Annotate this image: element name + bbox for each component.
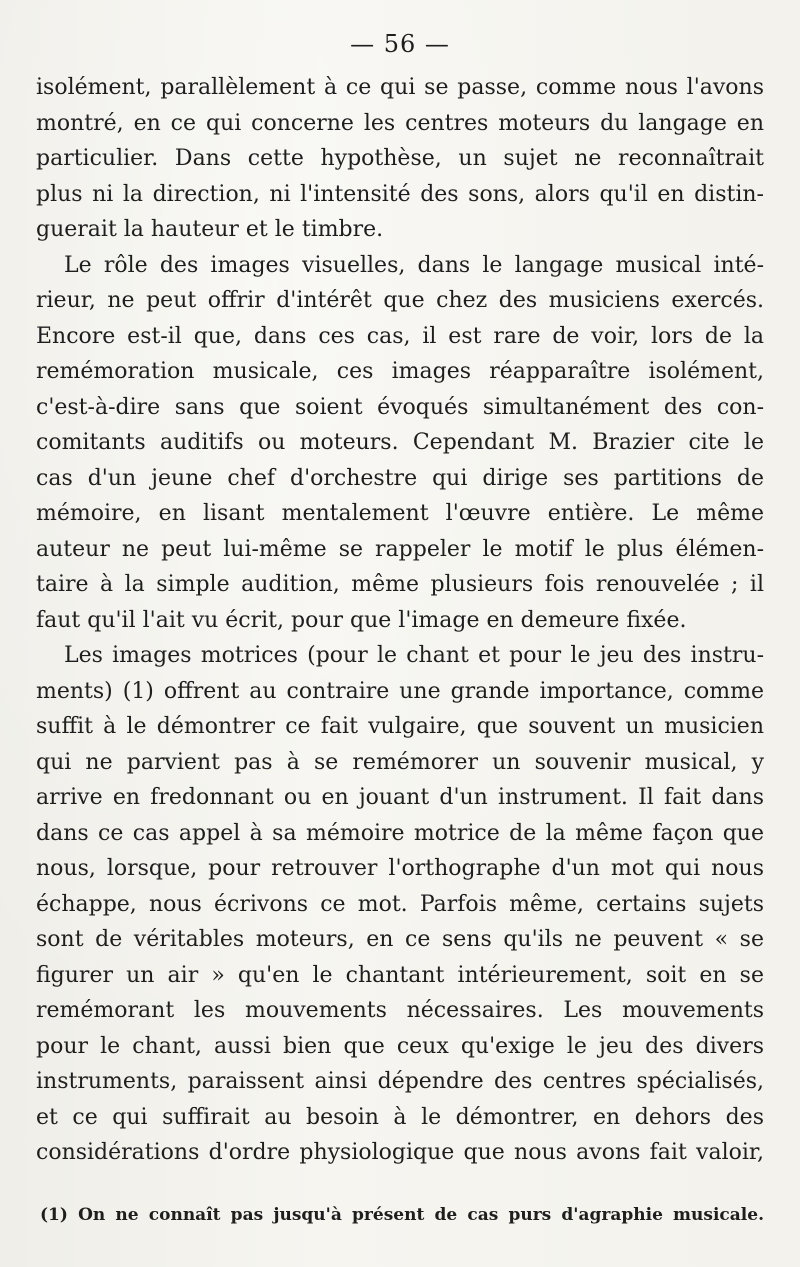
text-line: échappe, nous écrivons ce mot. Parfois même, certains sujets xyxy=(36,891,764,917)
text-line: rieur, ne peut offrir d'intérêt que chez des musiciens exercés. xyxy=(36,288,764,313)
text-line: mémoire, en lisant mentalement l'œuvre entière. Le même xyxy=(36,501,764,526)
text-line: instruments, paraissent ainsi dépendre des centres spécialisés, xyxy=(36,1069,764,1094)
text-line: sont de véritables moteurs, en ce sens qu'ils ne peuvent « se xyxy=(36,927,764,952)
text-line: cas d'un jeune chef d'orchestre qui dirige ses partitions de xyxy=(36,465,764,491)
text-line: et ce qui suffirait au besoin à le démontrer, en dehors des xyxy=(36,1104,764,1130)
text-line: suffit à le démontrer ce fait vulgaire, que souvent un musicien xyxy=(36,714,764,739)
text-line: Le rôle des images visuelles, dans le langage musical inté- xyxy=(64,252,764,278)
text-line: guerait la hauteur et le timbre. xyxy=(36,217,384,242)
text-line: faut qu'il l'ait vu écrit, pour que l'image en demeure fixée. xyxy=(36,607,687,633)
text-line: comitants auditifs ou moteurs. Cependant M. Brazier cite le xyxy=(36,430,764,455)
text-line: arrive en fredonnant ou en jouant d'un instrument. Il fait dans xyxy=(36,785,764,810)
text-line: qui ne parvient pas à se remémorer un souvenir musical, y xyxy=(36,749,764,775)
text-line: particulier. Dans cette hypothèse, un sujet ne reconnaîtrait xyxy=(36,146,764,171)
text-line: nous, lorsque, pour retrouver l'orthographe d'un mot qui nous xyxy=(36,856,764,881)
text-line: pour le chant, aussi bien que ceux qu'exige le jeu des divers xyxy=(36,1033,764,1059)
text-line: remémorant les mouvements nécessaires. Les mouvements xyxy=(36,998,764,1023)
text-line: remémoration musicale, ces images réapparaître isolément, xyxy=(36,359,764,384)
text-line: Encore est-il que, dans ces cas, il est rare de voir, lors de la xyxy=(36,323,764,349)
text-line: taire à la simple audition, même plusieurs fois renouvelée ; il xyxy=(36,572,764,597)
text-line: plus ni la direction, ni l'intensité des sons, alors qu'il en distin- xyxy=(36,181,764,207)
text-line: dans ce cas appel à sa mémoire motrice de la même façon que xyxy=(36,820,764,846)
text-line: figurer un air » qu'en le chantant intérieurement, soit en se xyxy=(36,962,764,988)
footnote: (1) On ne connaît pas jusqu'à présent de cas purs d'agraphie musicale. xyxy=(40,1205,764,1225)
page-number: — 56 — xyxy=(350,30,450,58)
text-line: montré, en ce qui concerne les centres moteurs du langage en xyxy=(36,110,764,136)
text-line: ments) (1) offrent au contraire une grande importance, comme xyxy=(36,678,764,704)
text-line: isolément, parallèlement à ce qui se passe, comme nous l'avons xyxy=(36,75,764,100)
text-line: auteur ne peut lui-même se rappeler le motif le plus élémen- xyxy=(36,536,764,562)
text-line: considérations d'ordre physiologique que nous avons fait valoir, xyxy=(36,1140,764,1165)
text-line: Les images motrices (pour le chant et pour le jeu des instru- xyxy=(64,643,764,668)
body-text xyxy=(36,70,764,1171)
text-line: c'est-à-dire sans que soient évoqués simultanément des con- xyxy=(36,394,764,420)
